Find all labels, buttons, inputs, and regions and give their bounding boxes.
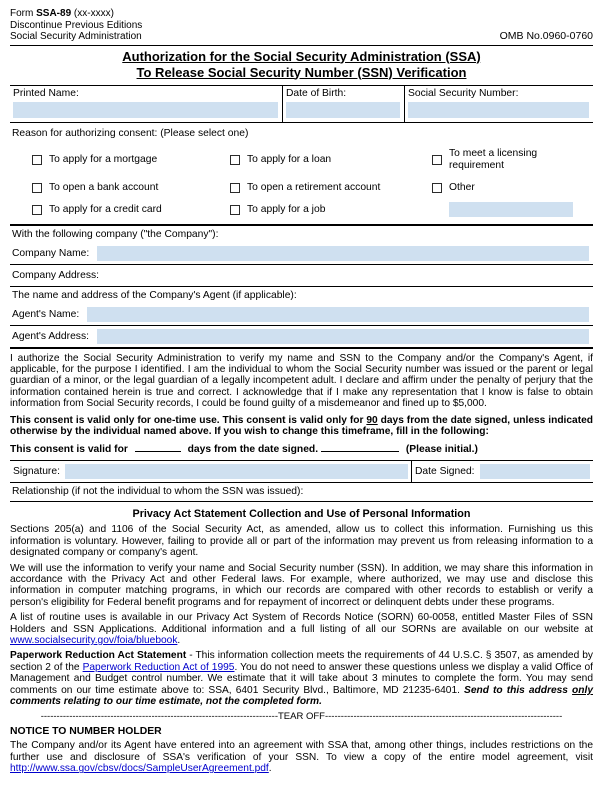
notice-period: . (268, 763, 272, 775)
company-name-input[interactable] (97, 246, 589, 261)
paperwork-text-2: . You do not need to answer these questions unless we display a valid Office of Management and Budget control number. We estimate that it will take about 3 minutes to complete the form. You may send comments on our time estimate above to: SSA, 6401 Security Blvd., Baltimore, MD 21235-6401. (10, 661, 593, 696)
company-address-input[interactable] (107, 268, 589, 283)
agent-heading-row (10, 287, 593, 304)
paperwork-text-1: - This information collection meets the requirements of 44 U.S.C. § 3507, as amended by section 2 of the (10, 650, 593, 673)
form-edition: (xx-xxxx) (71, 8, 114, 19)
consent-days-number: 90 (366, 414, 378, 426)
bluebook-link[interactable]: www.socialsecurity.gov/foia/bluebook (10, 635, 178, 646)
tear-off-dashes-left: --------------------------------------------------------------------------- (40, 711, 278, 723)
discontinue-note: Discontinue Previous Editions (10, 19, 143, 31)
printed-name-input[interactable] (13, 102, 278, 118)
other-input[interactable] (449, 202, 573, 217)
paperwork-paragraph (10, 650, 593, 707)
printed-name-label: Printed Name: (13, 87, 79, 99)
date-signed-input[interactable] (480, 464, 590, 479)
tear-off-dashes-right: --------------------------------------------------------------------------- (324, 711, 563, 723)
signature-cell (10, 461, 411, 482)
checkbox-icon[interactable] (432, 183, 442, 193)
identity-row (10, 86, 593, 123)
checkbox-mortgage[interactable] (32, 148, 230, 172)
sample-agreement-link[interactable]: http://www.ssa.gov/cbsv/docs/SampleUserAgreement.pdf (10, 763, 269, 775)
checkbox-icon[interactable] (32, 183, 42, 193)
privacy-paragraph-1: Sections 205(a) and 1106 of the Social Security Act, as amended, allow us to collect this information. Furnishing us this information is voluntary. However, failing to provide all or part of the information may prevent us from releasing information to a designated company or company's agent. (10, 524, 593, 559)
relationship-row (10, 483, 593, 502)
ssn-input[interactable] (408, 102, 589, 118)
form-title-line1: Authorization for the Social Security Administration (SSA) (122, 48, 481, 64)
checkbox-label: To meet a licensing requirement (449, 147, 538, 171)
paperwork-emphasis-1: Send to this address (464, 684, 573, 696)
consent-duration-line (10, 442, 593, 455)
with-company-heading-row (10, 226, 593, 243)
form-title (10, 46, 593, 86)
signature-label: Signature: (13, 466, 60, 478)
signature-row (10, 460, 593, 483)
consent-text-2: days from the date signed, unless indicated otherwise by the individual named above. If you wish to change this timeframe, fill in the following: (10, 414, 593, 437)
company-section (10, 226, 593, 349)
reason-section (10, 123, 593, 226)
date-of-birth-label: Date of Birth: (286, 87, 347, 99)
date-signed-cell (411, 461, 593, 482)
reason-prompt: Reason for authorizing consent: (Please select one) (12, 127, 249, 139)
checkbox-loan[interactable] (230, 148, 432, 172)
notice-heading: NOTICE TO NUMBER HOLDER (10, 726, 162, 738)
valid-for-text-2: days from the date signed. (187, 444, 319, 456)
tear-off-line (10, 711, 593, 722)
company-address-row (10, 265, 593, 287)
checkbox-label: To apply for a mortgage (49, 153, 158, 165)
agent-address-row (10, 326, 593, 347)
agent-address-input[interactable] (97, 329, 589, 344)
form-id-block (10, 8, 142, 43)
checkbox-label: To open a bank account (49, 181, 159, 193)
paperwork-heading: Paperwork Reduction Act Statement (10, 650, 187, 662)
paperwork-emphasis-only: only (572, 684, 593, 696)
omb-number: OMB No.0960-0760 (499, 30, 593, 42)
other-field-cell (432, 204, 591, 217)
form-title-line2: To Release Social Security Number (SSN) Verification (136, 64, 467, 80)
ssn-cell (404, 86, 593, 122)
notice-text: The Company and/or its Agent have entered into an agreement with SSA that, among other things, includes restrictions on the further use and disclosure of SSA's verification of your SSN. To view a copy of the entire model agreement, visit (10, 740, 593, 763)
authorization-paragraph: I authorize the Social Security Administration to verify my name and SSN to the Company and/or the Company's Agent, if applicable, for the purpose I identified. I am the individual to whom the Social Security number was issued or the parent or legal guardian of a minor, or the legal guardian of a legally incompetent adult. I declare and affirm under the penalty of perjury that the information contained herein is true and correct. I acknowledge that if I make any representation that I know is false to obtain information from Social Security records, I could be found guilty of a misdemeanor and fined up to $5,000. (10, 352, 593, 410)
signature-input[interactable] (65, 464, 408, 479)
agent-address-label: Agent's Address: (12, 330, 89, 342)
privacy-paragraph-2: We will use the information to verify your name and Social Security number (SSN). In addition, we may share this information in accordance with the Privacy Act and other Federal laws. For example, where authorized, we may use and disclose this information in computer matching programs, in which our records are compared with other records to establish or verify a person's eligibility for Federal benefit programs and for repayment of incorrect or delinquent debts under these programs. (10, 562, 593, 608)
paperwork-emphasis-2: comments relating to our time estimate, not the completed form. (10, 696, 322, 708)
printed-name-cell (10, 86, 282, 122)
consent-text-1: This consent is valid only for one-time use. This consent is valid only for (10, 414, 367, 426)
form-number: SSA-89 (36, 8, 72, 19)
form-number-line (10, 8, 142, 20)
form-prefix: Form (10, 8, 37, 19)
valid-for-text-3: (Please initial.) (405, 444, 478, 456)
checkbox-label: To apply for a credit card (49, 204, 162, 215)
relationship-label: Relationship (if not the individual to whom the SSN was issued): (12, 486, 304, 498)
with-company-heading: With the following company ("the Company"): (12, 228, 219, 240)
notice-paragraph (10, 740, 593, 774)
agent-name-input[interactable] (87, 307, 589, 322)
company-address-label: Company Address: (12, 269, 99, 281)
checkbox-label: Other (449, 181, 475, 193)
days-blank-input[interactable] (135, 442, 181, 452)
valid-for-text-1: This consent is valid for (10, 444, 128, 456)
form-header (10, 8, 593, 46)
agent-name-label: Agent's Name: (12, 308, 80, 320)
initials-blank-input[interactable] (321, 442, 399, 452)
privacy-paragraph-3-period: . (177, 635, 181, 646)
agent-name-row (10, 304, 593, 326)
checkbox-licensing-requirement[interactable] (432, 148, 591, 172)
privacy-paragraph-3 (10, 612, 593, 646)
checkbox-label: To apply for a job (247, 204, 326, 215)
checkbox-other[interactable] (432, 182, 591, 194)
date-of-birth-cell (282, 86, 404, 122)
privacy-act-heading: Privacy Act Statement Collection and Use of Personal Information (132, 508, 471, 521)
agent-heading: The name and address of the Company's Agent (if applicable): (12, 289, 297, 301)
checkbox-retirement-account[interactable] (230, 182, 432, 194)
checkbox-icon[interactable] (230, 183, 240, 193)
checkbox-bank-account[interactable] (32, 182, 230, 194)
paperwork-act-link[interactable]: Paperwork Reduction Act of 1995 (82, 661, 235, 673)
tear-off-label: TEAR OFF (278, 711, 325, 723)
checkbox-icon[interactable] (230, 205, 240, 215)
checkbox-icon[interactable] (32, 205, 42, 215)
company-name-label: Company Name: (12, 247, 90, 259)
ssn-label: Social Security Number: (408, 87, 519, 99)
date-of-birth-input[interactable] (286, 102, 400, 118)
company-name-row (10, 243, 593, 265)
checkbox-icon[interactable] (432, 155, 442, 165)
checkbox-label: To open a retirement account (247, 181, 381, 193)
checkbox-icon[interactable] (32, 155, 42, 165)
agency-name: Social Security Administration (10, 31, 142, 42)
checkbox-label: To apply for a loan (247, 153, 332, 165)
date-signed-label: Date Signed: (415, 466, 475, 478)
checkbox-credit-card[interactable] (32, 204, 230, 217)
consent-paragraph (10, 415, 593, 438)
checkbox-icon[interactable] (230, 155, 240, 165)
checkbox-job[interactable] (230, 204, 432, 217)
reason-options-grid (12, 148, 591, 217)
privacy-paragraph-3-text: A list of routine uses is available in our Privacy Act System of Records Notice (SORN) 60-0058, entitled Master Files of SSN Holders and SSN Applications. Additional information and a full listing of all our SORNs are available on our website at (10, 612, 593, 635)
